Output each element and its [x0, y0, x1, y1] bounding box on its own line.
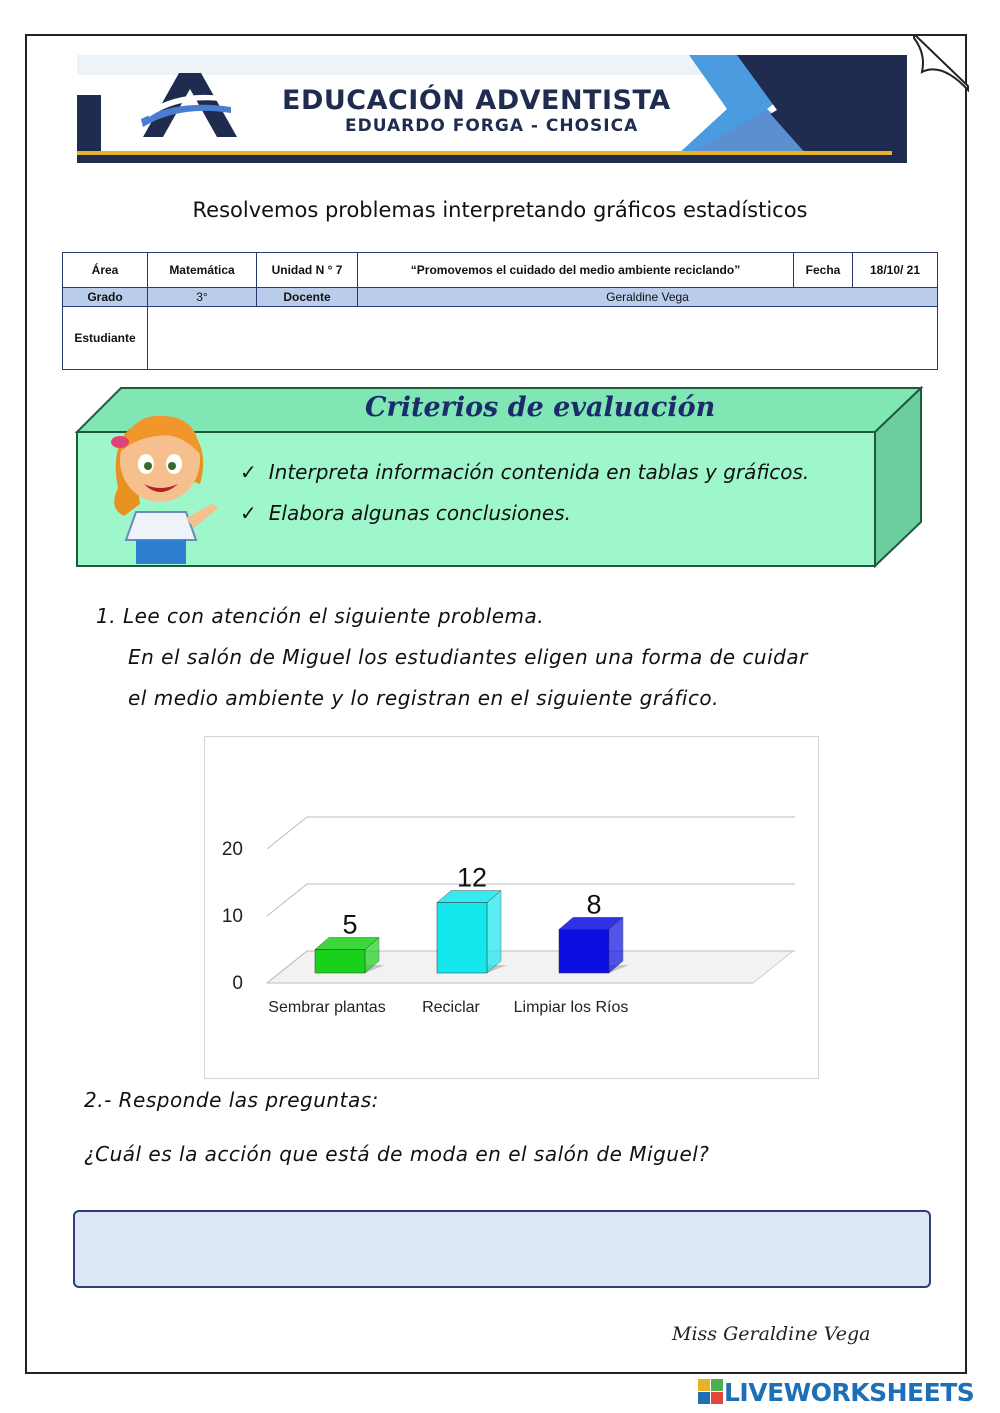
liveworksheets-logo-icon [698, 1379, 724, 1405]
unit-label: Unidad N ° 7 [257, 253, 358, 288]
liveworksheets-text: LIVEWORKSHEETS [724, 1377, 975, 1407]
grade-label: Grado [63, 288, 148, 307]
student-input[interactable] [148, 307, 938, 370]
info-table [62, 252, 938, 370]
teacher-value: Geraldine Vega [358, 288, 938, 307]
y-tick-label: 0 [232, 973, 243, 994]
data-label: 12 [456, 862, 488, 893]
check-icon: ✓ [240, 460, 257, 484]
bar-chart [204, 736, 819, 1079]
data-label: 8 [586, 889, 602, 920]
check-icon: ✓ [240, 501, 257, 525]
teacher-label: Docente [257, 288, 358, 307]
unit-title: “Promovemos el cuidado del medio ambiente reciclando” [358, 253, 794, 288]
school-banner [77, 55, 907, 163]
gridline [267, 817, 795, 849]
date-label: Fecha [794, 253, 853, 288]
data-label: 5 [342, 909, 358, 940]
date-value: 18/10/ 21 [853, 253, 938, 288]
bar-side [487, 891, 501, 973]
area-value: Matemática [148, 253, 257, 288]
student-label: Estudiante [63, 307, 148, 370]
questions-heading: 2.- Responde las preguntas: [84, 1088, 379, 1112]
page-title: Resolvemos problemas interpretando gráficos estadísticos [192, 198, 808, 222]
table-row [63, 253, 938, 288]
school-campus: EDUARDO FORGA - CHOSICA [345, 116, 639, 136]
area-label: Área [63, 253, 148, 288]
bar [437, 903, 487, 973]
y-tick-label: 20 [221, 839, 243, 860]
signature: Miss Geraldine Vega [672, 1323, 871, 1345]
page-fold-corner [912, 34, 970, 92]
grade-value: 3° [148, 288, 257, 307]
school-logo-icon [139, 69, 239, 139]
x-tick-label: Sembrar plantas [268, 999, 386, 1016]
x-tick-label: Reciclar [422, 999, 480, 1016]
girl-pointing-icon [100, 408, 225, 570]
criteria-item: ✓ Interpreta información contenida en tablas y gráficos. [240, 460, 810, 484]
problem-line-3: el medio ambiente y lo registran en el siguiente gráfico. [128, 686, 720, 710]
x-tick-label: Limpiar los Ríos [513, 999, 629, 1016]
bar-chart-canvas [205, 737, 820, 1080]
problem-line-2: En el salón de Miguel los estudiantes eligen una forma de cuidar [128, 645, 808, 669]
answer-input[interactable] [73, 1210, 931, 1288]
problem-line-1: 1. Lee con atención el siguiente problema. [96, 604, 545, 628]
school-name: EDUCACIÓN ADVENTISTA [282, 85, 671, 116]
y-tick-label: 10 [221, 906, 243, 927]
bar [559, 929, 609, 973]
liveworksheets-watermark [698, 1377, 974, 1407]
table-row [63, 288, 938, 307]
table-row [63, 307, 938, 370]
question-1: ¿Cuál es la acción que está de moda en el salón de Miguel? [84, 1142, 710, 1166]
criteria-title: Criterios de evaluación [365, 392, 716, 423]
bar [315, 950, 365, 974]
criteria-item: ✓ Elabora algunas conclusiones. [240, 501, 571, 525]
